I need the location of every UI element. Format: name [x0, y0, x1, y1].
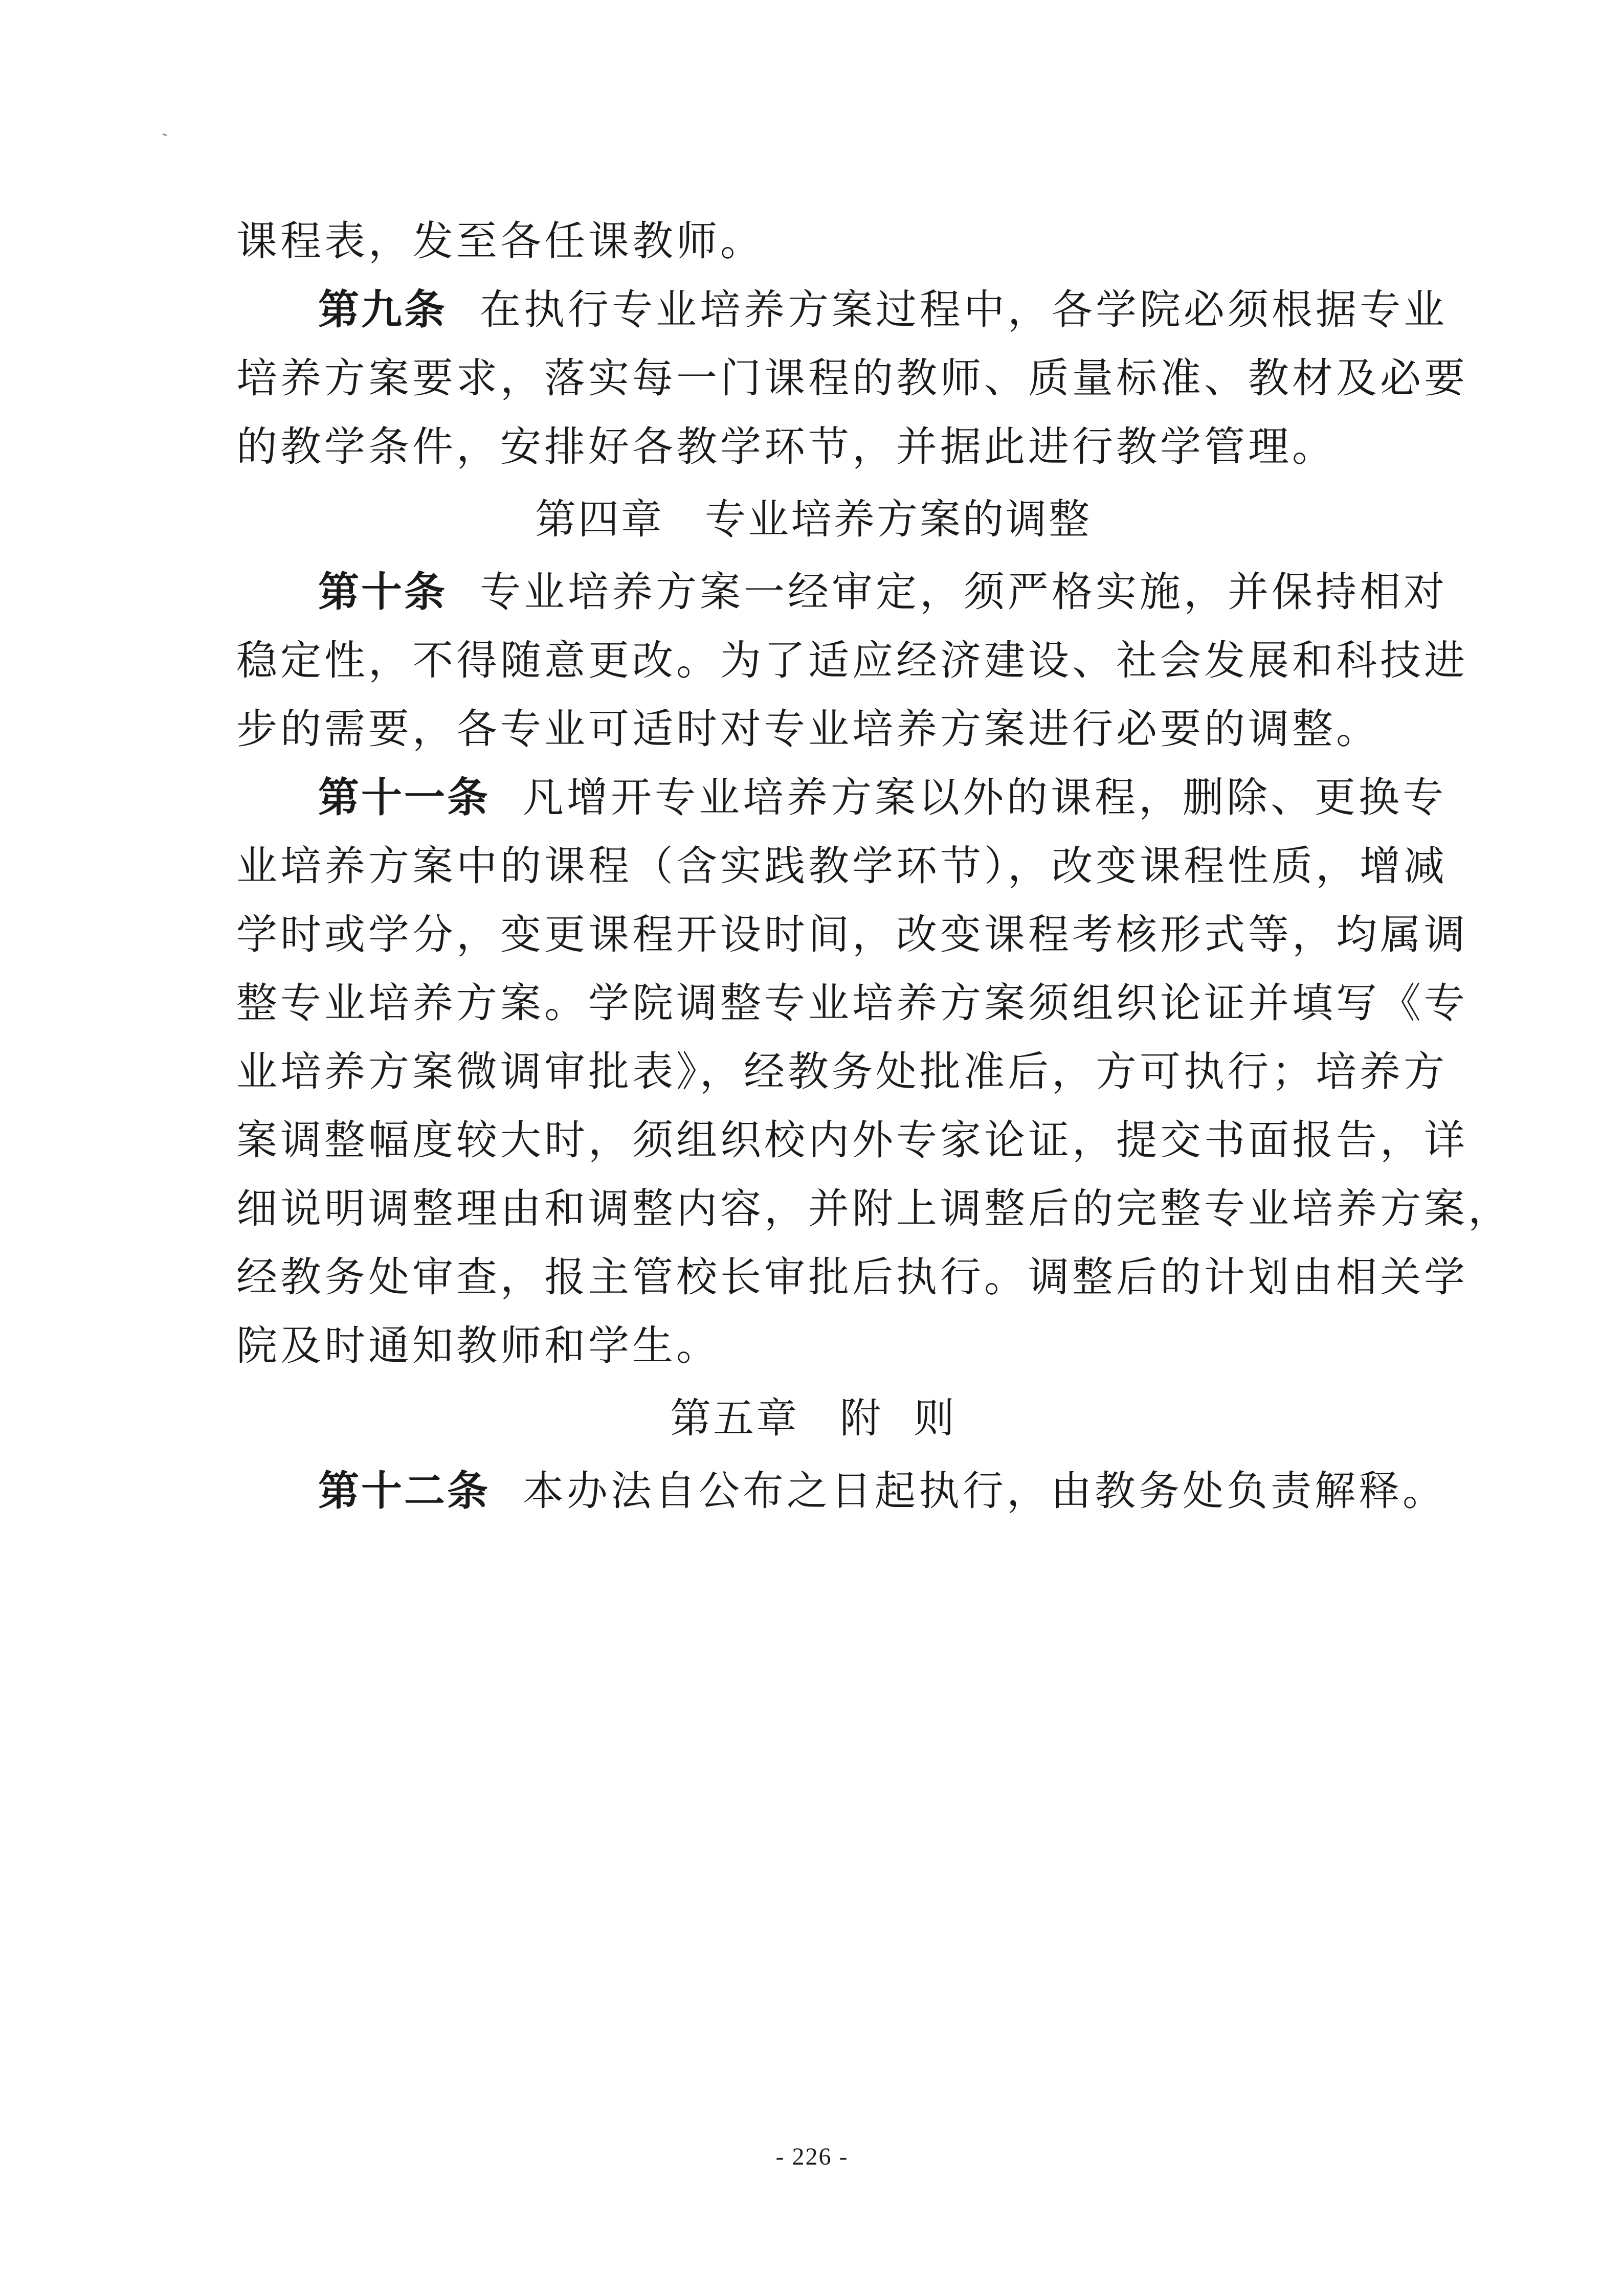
article-11-line: 业培养方案中的课程（含实践教学环节），改变课程性质，增减 [236, 842, 1448, 890]
chapter-4-heading [236, 481, 1390, 558]
article-11-label: 第十一条 [318, 774, 490, 821]
article-11-line: 学时或学分，变更课程开设时间，改变课程考核形式等，均属调 [236, 911, 1468, 958]
article-12-first-line [236, 1457, 1447, 1525]
document-body [236, 207, 1512, 1525]
continuation-line: 课程表，发至各任课教师。 [236, 217, 764, 265]
article-11-line: 院及时通知教师和学生。 [236, 1322, 720, 1369]
article-9-label: 第九条 [318, 286, 447, 333]
article-10-text: 专业培养方案一经审定，须严格实施，并保持相对 [480, 568, 1448, 616]
chapter-4-title: 专业培养方案的调整 [705, 496, 1092, 543]
article-9-text: 在执行专业培养方案过程中，各学院必须根据专业 [480, 286, 1448, 333]
article-11-line: 业培养方案微调审批表》，经教务处批准后，方可执行；培养方 [236, 1048, 1448, 1095]
article-11-first-line [236, 763, 1447, 832]
chapter-5-heading [236, 1380, 1390, 1457]
article-10-line: 稳定性，不得随意更改。为了适应经济建设、社会发展和科技进 [236, 637, 1468, 684]
article-10-first-line [236, 558, 1448, 626]
article-11-line: 细说明调整理由和调整内容，并附上调整后的完整专业培养方案， [236, 1185, 1512, 1232]
chapter-5-title-a: 附 [840, 1394, 883, 1442]
chapter-5-number: 第五章 [670, 1394, 799, 1442]
article-10-label: 第十条 [318, 568, 447, 616]
article-9-line: 培养方案要求，落实每一门课程的教师、质量标准、教材及必要 [236, 354, 1468, 402]
article-11-line: 经教务处审查，报主管校长审批后执行。调整后的计划由相关学 [236, 1253, 1468, 1301]
chapter-5-title-b: 则 [914, 1394, 956, 1442]
article-12-text: 本办法自公布之日起执行，由教务处负责解释。 [523, 1467, 1447, 1515]
page-number: - 226 - [775, 2143, 849, 2170]
article-9-line: 的教学条件，安排好各教学环节，并据此进行教学管理。 [236, 423, 1336, 470]
article-12-label: 第十二条 [318, 1467, 490, 1515]
article-11-line: 案调整幅度较大时，须组织校内外专家论证，提交书面报告，详 [236, 1116, 1468, 1164]
scan-speck [163, 133, 167, 137]
article-9-first-line [236, 276, 1448, 344]
article-11-line: 整专业培养方案。学院调整专业培养方案须组织论证并填写《专 [236, 979, 1468, 1027]
article-10-line: 步的需要，各专业可适时对专业培养方案进行必要的调整。 [236, 705, 1380, 753]
article-11-text: 凡增开专业培养方案以外的课程，删除、更换专 [523, 774, 1447, 821]
chapter-4-number: 第四章 [535, 496, 664, 543]
